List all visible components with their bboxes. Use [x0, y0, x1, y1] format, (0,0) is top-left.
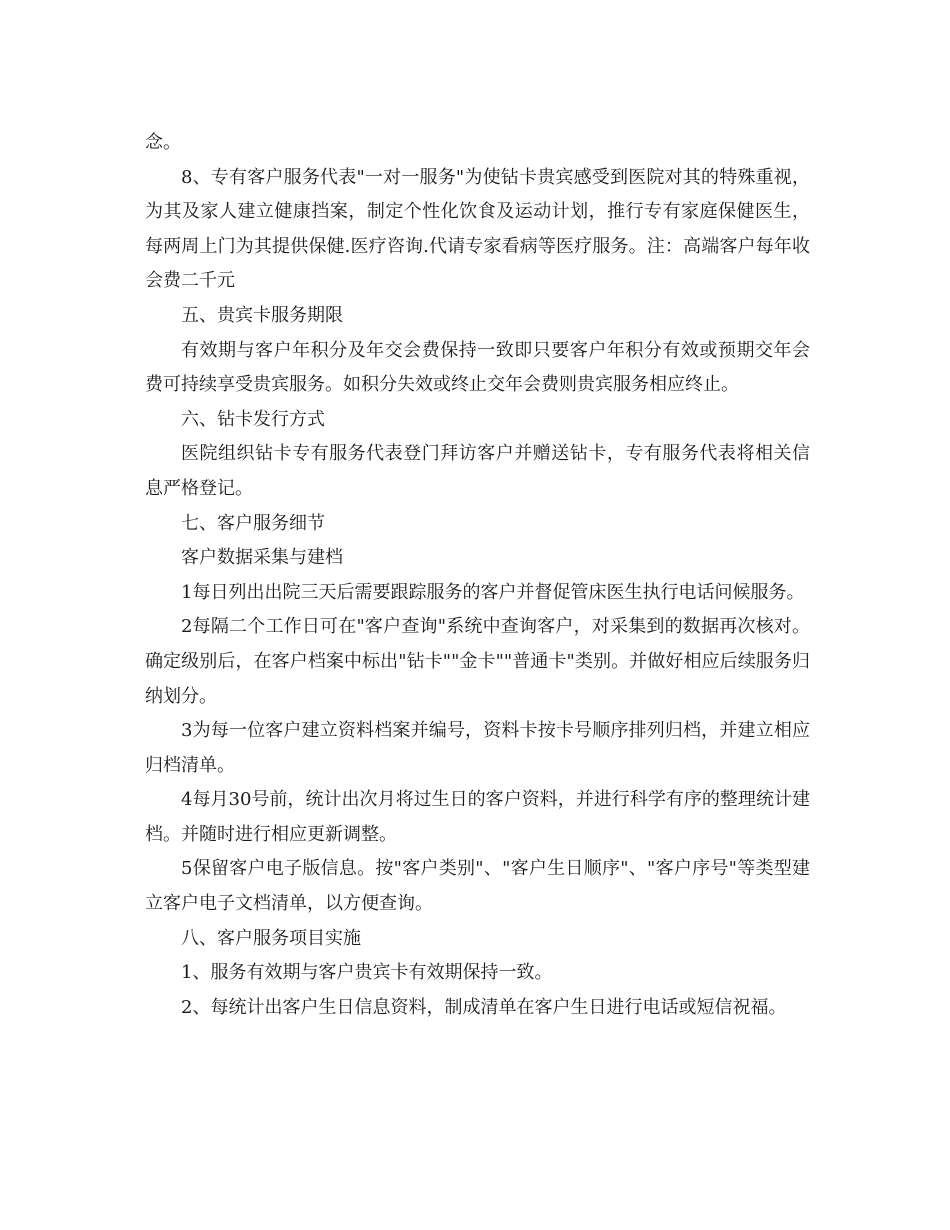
section-heading-8: 八、客户服务项目实施 — [181, 927, 361, 949]
section-heading-7: 七、客户服务细节 — [181, 512, 325, 534]
section-heading-5: 五、贵宾卡服务期限 — [181, 304, 343, 326]
paragraph-step-5: 5保留客户电子版信息。按"客户类别"、"客户生日顺序"、"客户序号"等类型建立客户电子文档清单，以方便查询。 — [145, 858, 810, 915]
paragraph-service-1: 1、服务有效期与客户贵宾卡有效期保持一致。 — [181, 962, 553, 984]
paragraph-item-8: 8、专有客户服务代表"一对一服务"为使钻卡贵宾感受到医院对其的特殊重视，为其及家人建立健康挡案，制定个性化饮食及运动计划，推行专有家庭保健医生，每两周上门为其提供保健.医疗咨询.代请专家看病等医疗服务。注：高端客户每年收会费二千元 — [145, 166, 810, 292]
paragraph-step-2: 2每隔二个工作日可在"客户查询"系统中查询客户，对采集到的数据再次核对。确定级别后，在客户档案中标出"钻卡""金卡""普通卡"类别。并做好相应后续服务归纳划分。 — [145, 616, 810, 707]
subheading-data-collection: 客户数据采集与建档 — [181, 547, 343, 569]
paragraph-step-3: 3为每一位客户建立资料档案并编号，资料卡按卡号顺序排列归档，并建立相应归档清单。 — [145, 720, 810, 776]
paragraph-continuation: 念。 — [145, 132, 181, 153]
paragraph-validity: 有效期与客户年积分及年交会费保持一致即只要客户年积分有效或预期交年会费可持续享受贵宾服务。如积分失效或终止交年会费则贵宾服务相应终止。 — [145, 339, 810, 396]
paragraph-issuance: 医院组织钻卡专有服务代表登门拜访客户并赠送钻卡，专有服务代表将相关信息严格登记。 — [145, 443, 810, 499]
paragraph-step-4: 4每月30号前，统计出次月将过生日的客户资料，并进行科学有序的整理统计建档。并随时进行相应更新调整。 — [145, 789, 810, 845]
section-heading-6: 六、钻卡发行方式 — [181, 408, 325, 430]
document-body — [145, 126, 810, 1025]
paragraph-step-1: 1每日列出出院三天后需要跟踪服务的客户并督促管床医生执行电话问候服务。 — [181, 581, 805, 603]
paragraph-service-2: 2、每统计出客户生日信息资料，制成清单在客户生日进行电话或短信祝福。 — [181, 996, 787, 1018]
